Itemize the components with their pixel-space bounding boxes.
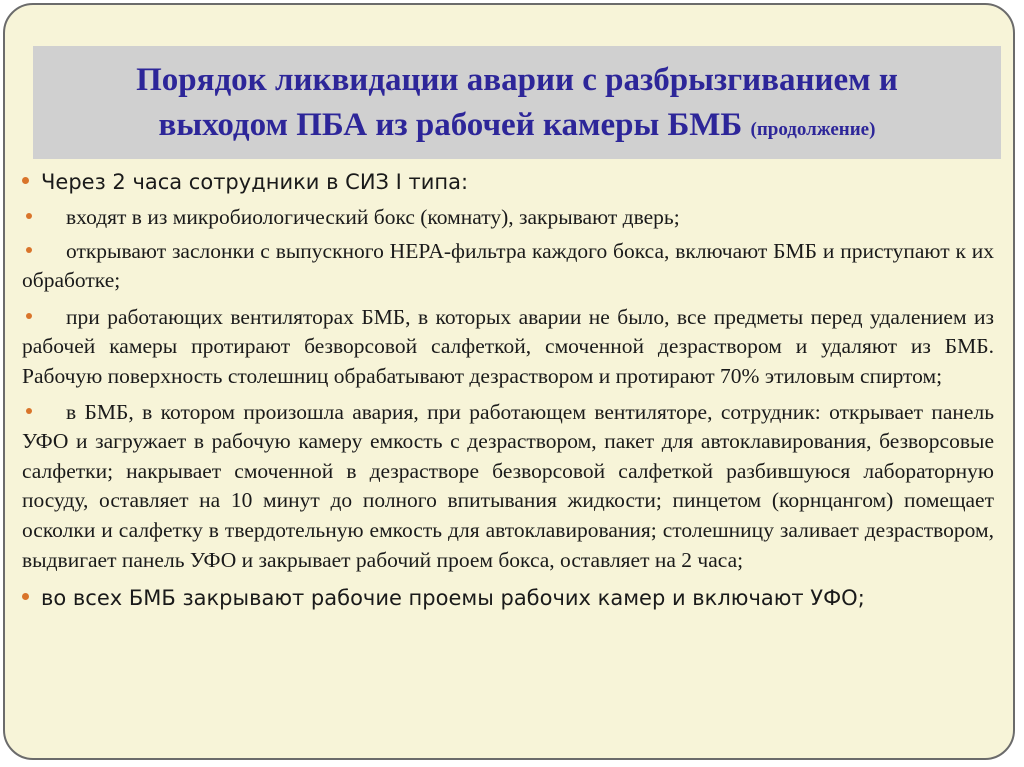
bullet-text: открывают заслонки с выпускного HEPA-фильтра каждого бокса, включают БМБ и приступают к их обработке; bbox=[22, 238, 994, 293]
bullet-text: при работающих вентиляторах БМБ, в которых аварии не было, все предметы перед удалением из рабочей камеры протирают безворсовой салфеткой, смоченной дезраствором и удаляют из БМБ. Рабочую поверхность столешниц обрабатывают дезраствором и протирают 70% этиловым спиртом; bbox=[22, 304, 994, 388]
slide-title-main: выходом ПБА из рабочей камеры БМБ bbox=[158, 107, 743, 143]
slide-title-line-1: Порядок ликвидации аварии с разбрызгиванием и bbox=[136, 62, 898, 98]
slide-frame bbox=[3, 3, 1015, 760]
slide-title-line-2 bbox=[33, 103, 1001, 152]
bullet-item-intro bbox=[22, 165, 994, 199]
bullet-dot-icon bbox=[22, 177, 29, 184]
slide-title-suffix: (продолжение) bbox=[750, 119, 876, 140]
bullet-item-no-accident-boxes bbox=[22, 303, 994, 392]
bullet-item-close-all bbox=[22, 581, 994, 615]
bullet-dot-icon bbox=[26, 213, 32, 219]
bullet-text: во всех БМБ закрывают рабочие проемы рабочих камер и включают УФО; bbox=[41, 586, 865, 611]
bullet-text: Через 2 часа сотрудники в СИЗ I типа: bbox=[41, 170, 469, 194]
title-box bbox=[33, 46, 1001, 159]
bullet-dot-icon bbox=[22, 593, 29, 600]
bullet-item-accident-box bbox=[22, 398, 994, 576]
bullet-list bbox=[22, 163, 994, 615]
bullet-item-open-hepa bbox=[22, 237, 994, 296]
bullet-text: входят в из микробиологический бокс (комнату), закрывают дверь; bbox=[66, 205, 680, 229]
bullet-dot-icon bbox=[26, 313, 32, 319]
bullet-dot-icon bbox=[26, 247, 32, 253]
bullet-item-enter-box bbox=[22, 203, 994, 233]
bullet-dot-icon bbox=[26, 408, 32, 414]
bullet-text: в БМБ, в котором произошла авария, при работающем вентиляторе, сотрудник: открывает панель УФО и загружает в рабочую камеру емкость с дезраствором, пакет для автоклавирования, безворсовые салфетки; накрывает смоченной в дезрастворе безворсовой салфеткой разбившуюся лабораторную посуду, оставляет на 10 минут до полного впитывания жидкости; пинцетом (корнцангом) помещает осколки и салфетку в твердотельную емкость для автоклавирования; столешницу заливает дезраствором, выдвигает панель УФО и закрывает рабочий проем бокса, оставляет на 2 часа; bbox=[22, 399, 994, 572]
